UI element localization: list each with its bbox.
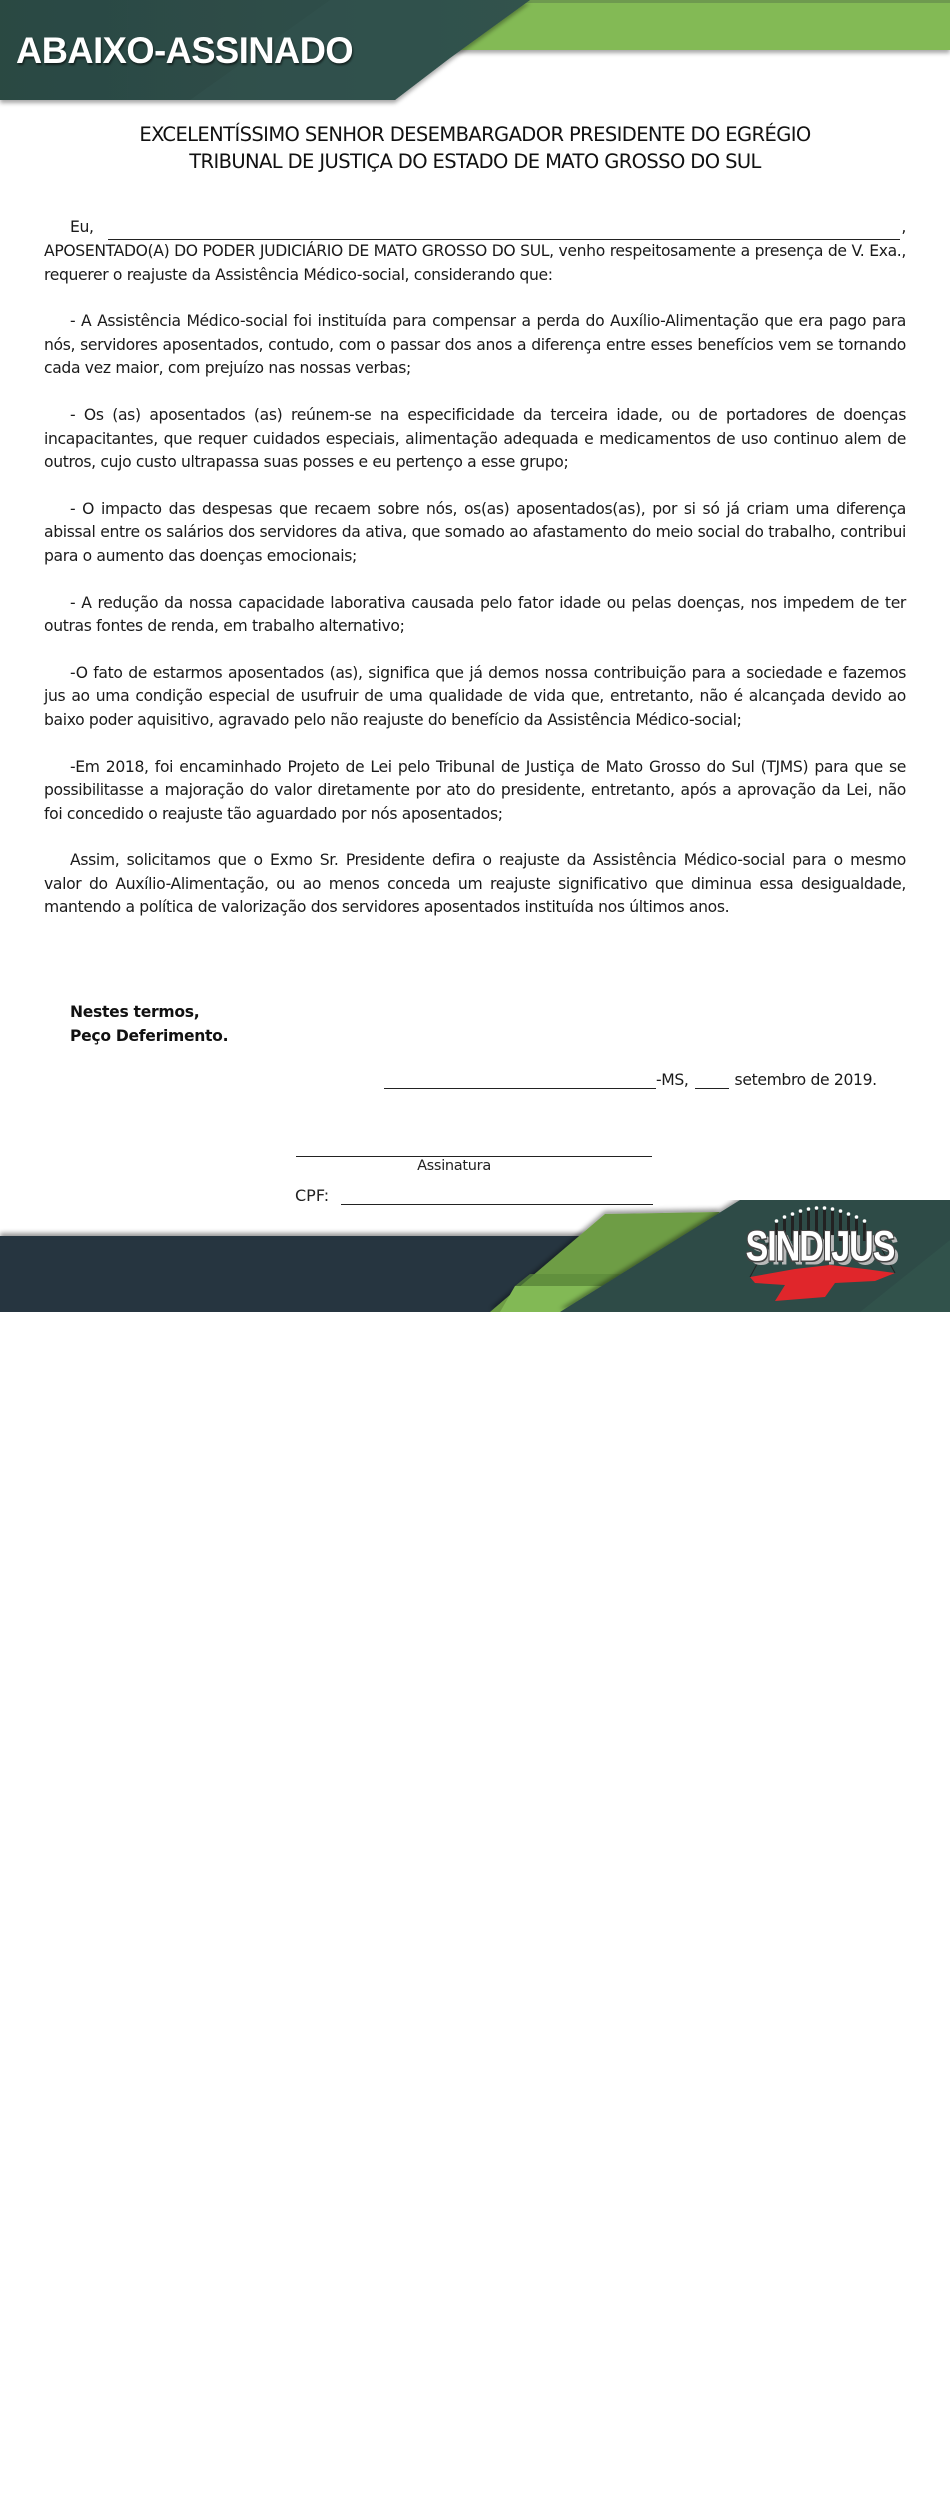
name-line <box>70 216 906 240</box>
sindijus-logo-text: SINDIJUS <box>745 1223 895 1271</box>
signature-label: Assinatura <box>417 1158 491 1174</box>
cpf-label: CPF: <box>295 1186 330 1205</box>
paragraph-3: - O impacto das despesas que recaem sobre nós, os(as) aposentados(as), por si só já criam uma diferença abissal entre os salários dos servidores da ativa, que somado ao afastamento do meio social do trabalho, contribui para o aumento das doenças emocionais; <box>44 499 906 565</box>
signature-field[interactable] <box>296 1156 652 1157</box>
paragraph-1: - A Assistência Médico-social foi instituída para compensar a perda do Auxílio-Alimentação que era pago para nós, servidores aposentados, contudo, com o passar dos anos a diferença entre esses benefícios vem se tornando cada vez maior, com prejuízo nas nossas verbas; <box>44 312 906 378</box>
header-banner <box>0 0 950 110</box>
closing-block <box>70 1000 228 1048</box>
paragraph-5: -O fato de estarmos aposentados (as), significa que já demos nossa contribuição para a sociedade e fazemos jus ao uma condição especial de usufruir de uma qualidade de vida que, entretanto, não é alcançada devido ao baixo poder aquisitivo, agravado pelo não reajuste do benefício da Assistência Médico-social; <box>44 663 906 729</box>
eu-label: Eu, <box>70 218 94 237</box>
footer-line-1: Sindicato dos Trabalhadores do Poder Judiciário <box>84 2455 476 2475</box>
closing-line-2: Peço Deferimento. <box>70 1027 229 1045</box>
footer-organization-name <box>20 2453 540 2501</box>
closing-line-1: Nestes termos, <box>70 1003 200 1021</box>
paragraph-6: -Em 2018, foi encaminhado Projeto de Lei pelo Tribunal de Justiça de Mato Grosso do Sul (TJMS) para que se possibilitasse a majoração do valor diretamente por ato do presidente, entretanto, após a aprovação da Lei, não foi concedido o reajuste tão aguardado por nós aposentados; <box>44 757 906 823</box>
paragraph-7: Assim, solicitamos que o Exmo Sr. Presidente defira o reajuste da Assistência Médico-social para o mesmo valor do Auxílio-Alimentação, ou ao menos conceda um reajuste significativo que diminua essa desigualdade, mantendo a política de valorização dos servidores aposentados instituída nos últimos anos. <box>44 851 906 917</box>
intro-paragraph: APOSENTADO(A) DO PODER JUDICIÁRIO DE MATO GROSSO DO SUL, venho respeitosamente a presença de V. Exa., requerer o reajuste da Assistência Médico-social, considerando que: <box>44 242 906 284</box>
petition-body <box>44 216 906 943</box>
day-field[interactable] <box>695 1070 729 1089</box>
addressee-line-2: TRIBUNAL DE JUSTIÇA DO ESTADO DE MATO GROSSO DO SUL <box>189 150 761 173</box>
city-field[interactable] <box>384 1070 656 1089</box>
document-title: ABAIXO-ASSINADO <box>16 30 354 71</box>
footer-line-2: de Mato Grosso do Sul (SINDIJUS-MS <box>129 2479 431 2499</box>
name-comma: , <box>901 218 906 237</box>
name-field[interactable] <box>108 221 901 240</box>
paragraph-2: - Os (as) aposentados (as) reúnem-se na especificidade da terceira idade, ou de portadores de doenças incapacitantes, que requer cuidados especiais, alimentação adequada e medicamentos de uso continuo alem de outros, cujo custo ultrapassa suas posses e eu pertenço a esse grupo; <box>44 405 906 472</box>
addressee-heading <box>0 121 950 175</box>
place-date-line <box>384 1070 906 1089</box>
month-year: setembro de 2019. <box>734 1071 877 1089</box>
state-suffix: -MS, <box>656 1071 689 1089</box>
addressee-line-1: EXCELENTÍSSIMO SENHOR DESEMBARGADOR PRESIDENTE DO EGRÉGIO <box>139 123 811 146</box>
paragraph-4: - A redução da nossa capacidade laborativa causada pelo fator idade ou pelas doenças, nos impedem de ter outras fontes de renda, em trabalho alternativo; <box>44 593 906 636</box>
